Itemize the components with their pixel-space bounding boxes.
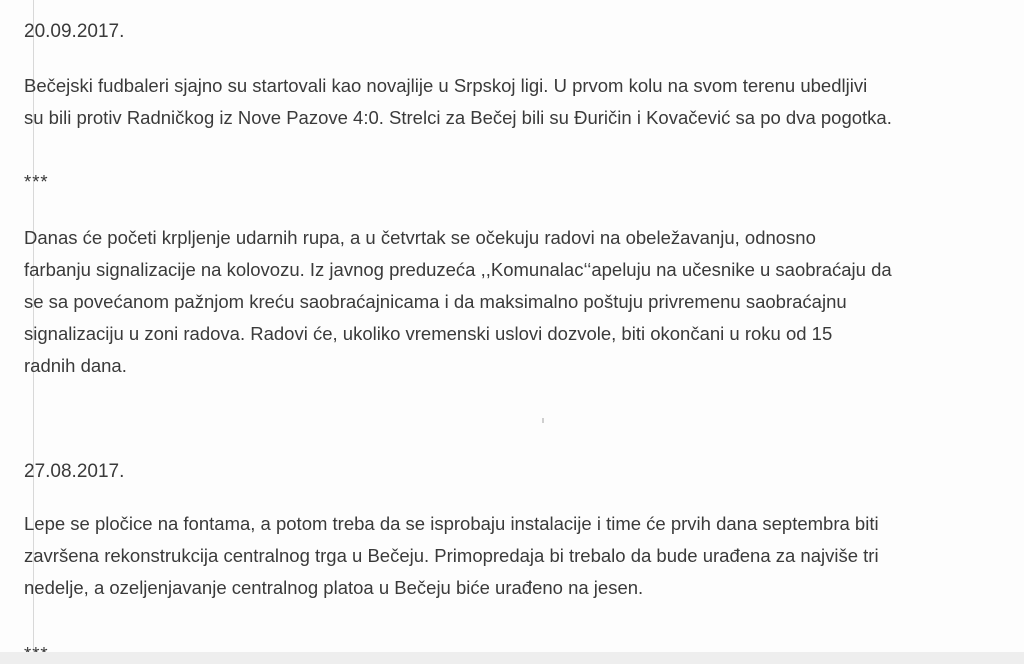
paragraph-line: Danas će početi krpljenje udarnih rupa, a u četvrtak se očekuju radovi na obeležavanju, odnosno bbox=[24, 227, 816, 248]
entry-date: 20.09.2017. bbox=[24, 21, 125, 42]
paragraph-line: završena rekonstrukcija centralnog trga u Bečeju. Primopredaja bi trebalo da bude urađena za najviše tri bbox=[24, 545, 879, 566]
scan-speck bbox=[542, 418, 544, 423]
paragraph-line: su bili protiv Radničkog iz Nove Pazove 4:0. Strelci za Bečej bili su Đuričin i Kovačević sa po dva pogotka. bbox=[24, 107, 892, 128]
paragraph-line: Bečejski fudbaleri sjajno su startovali kao novajlije u Srpskoj ligi. U prvom kolu na svom terenu ubedljivi bbox=[24, 75, 868, 96]
news-paragraph bbox=[24, 222, 892, 382]
paragraph-line: farbanju signalizacije na kolovozu. Iz javnog preduzeća ,,Komunalac‘‘apeluju na učesnike u saobraćaju da bbox=[24, 259, 892, 280]
paragraph-line: signalizaciju u zoni radova. Radovi će, ukoliko vremenski uslovi dozvole, biti okončani u roku od 15 bbox=[24, 323, 833, 344]
paragraph-line: radnih dana. bbox=[24, 355, 127, 376]
paragraph-line: nedelje, a ozeljenjavanje centralnog platoa u Bečeju biće urađeno na jesen. bbox=[24, 577, 644, 598]
news-paragraph bbox=[24, 508, 879, 604]
separator-stars: *** bbox=[24, 171, 49, 192]
news-paragraph bbox=[24, 70, 892, 134]
bottom-bar bbox=[0, 652, 1024, 664]
entry-date: 27.08.2017. bbox=[24, 461, 125, 482]
paragraph-line: Lepe se pločice na fontama, a potom treba da se isprobaju instalacije i time će prvih dana septembra biti bbox=[24, 513, 879, 534]
paragraph-line: se sa povećanom pažnjom kreću saobraćajnicama i da maksimalno poštuju privremenu saobraćajnu bbox=[24, 291, 847, 312]
